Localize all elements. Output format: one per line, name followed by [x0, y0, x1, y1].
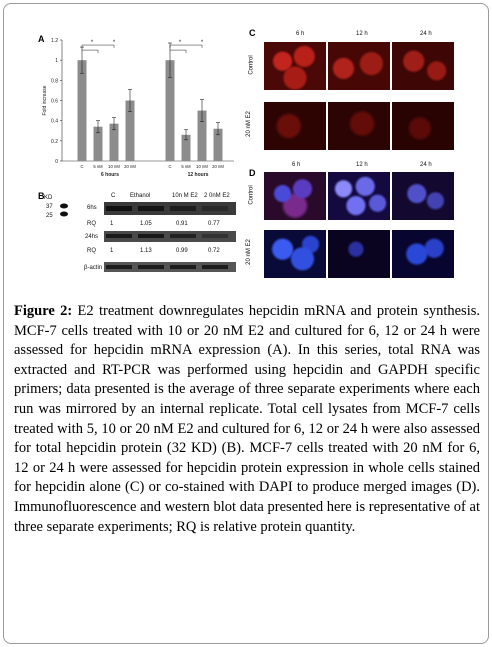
blot-band — [138, 234, 164, 238]
merged-image — [264, 230, 326, 278]
panel-c-time-6h: 6 h — [296, 31, 305, 37]
y-tick-label: 0.6 — [51, 98, 58, 105]
rq-6hs-c: 1 — [110, 221, 114, 227]
rq-24hs-20nm: 0.72 — [208, 248, 220, 254]
ladder-band-37 — [60, 204, 68, 209]
y-tick-label: 1.2 — [51, 38, 58, 44]
panel-d-time-24h: 24 h — [420, 162, 432, 168]
x-tick-label: 20 nM — [212, 164, 224, 169]
rq-24hs-c: 1 — [110, 248, 114, 254]
x-tick-label: C — [80, 164, 84, 169]
rq-24hs-10nm: 0.99 — [176, 248, 188, 254]
bar — [78, 60, 87, 161]
x-tick-label: C — [168, 164, 172, 169]
merged-image — [264, 172, 326, 220]
blot-band — [170, 206, 196, 211]
figure-caption — [14, 302, 480, 537]
rq-6hs-20nm: 0.77 — [208, 221, 220, 227]
sig-mark: * — [90, 40, 94, 47]
x-tick-label: 5 nM — [93, 164, 103, 169]
blot-band — [106, 265, 132, 269]
if-image — [264, 102, 326, 150]
merged-image — [392, 230, 454, 278]
panel-a-letter: A — [38, 34, 45, 44]
if-image — [392, 42, 454, 90]
y-axis-label: Fold increase — [42, 85, 48, 116]
panel-d-row-control: Control — [248, 185, 255, 205]
panel-d-letter: D — [249, 168, 256, 178]
col-ethanol: Ethanol — [130, 193, 151, 199]
beta-actin-label: β-actin — [84, 265, 103, 271]
x-tick-label: 5 nM — [181, 164, 191, 169]
panel-c-letter: C — [249, 28, 256, 38]
panel-c-row-20nm-e2: 20 nM E2 — [245, 111, 252, 137]
panel-a-bar-chart — [40, 28, 240, 183]
merged-image — [328, 172, 390, 220]
if-image — [392, 102, 454, 150]
caption-text: E2 treatment downregulates hepcidin mRNA and protein synthesis. MCF-7 cells treated with 10 or 20 nM E2 and cultured for 6, 12 or 24 h were assessed for hepcidin mRNA expression (A). In this series, total RNA was extracted and RT-PCR was performed using hepcidin and GAPDH specific primers; data presented is the average of three separate experiments where each run was mirrored by an internal replicate. Total cell lysates from MCF-7 cells treated with 5, 10 or 20 nM E2 and cultured for 6, 12 or 24 h were also assessed for total hepcidin protein (32 KD) (B). MCF-7 cells treated with 20 nM for 6, 12 or 24 h were assessed for hepcidin protein expression in whole cells stained for hepcidin alone (C) or co-stained with DAPI to produce merged images (D). Immunofluorescence and western blot data presented here is representative of at three separate experiments; RQ is relative protein quantity. — [14, 303, 481, 535]
sig-mark: * — [112, 40, 116, 47]
sig-mark: * — [200, 40, 204, 47]
x-tick-label: 10 nM — [196, 164, 208, 169]
col-10nm-e2: 10n M E2 — [172, 193, 198, 199]
panel-d-row-20nm-e2: 20 nM E2 — [245, 239, 252, 265]
rq-24hs-ethanol: 1.13 — [140, 248, 152, 254]
group-label: 12 hours — [187, 172, 209, 178]
merged-image — [392, 172, 454, 220]
y-tick-label: 0.8 — [51, 78, 58, 85]
panel-b-letter: B — [38, 191, 45, 201]
blot-band — [202, 234, 228, 238]
sig-mark: * — [178, 40, 182, 47]
if-image — [328, 42, 390, 90]
row-24hs-label: 24hs — [85, 234, 99, 240]
row-6hs-label: 6hs — [87, 205, 97, 211]
y-tick-label: 0 — [55, 159, 58, 165]
merged-image — [328, 230, 390, 278]
blot-band — [106, 206, 132, 211]
y-tick-label: 0.4 — [51, 118, 58, 125]
blot-band — [170, 265, 196, 269]
if-image — [328, 102, 390, 150]
blot-band — [106, 234, 132, 238]
col-20nm-e2: 2 0nM E2 — [204, 193, 230, 199]
group-label: 6 hours — [100, 172, 120, 178]
blot-band — [202, 206, 228, 211]
panel-d-time-6h: 6 h — [292, 162, 301, 168]
col-c: C — [111, 193, 116, 199]
panel-c-time-24h: 24 h — [420, 31, 432, 37]
kd-label: KD — [44, 195, 53, 201]
kd-marker-37: 37 — [46, 204, 53, 210]
x-tick-label: 10 nM — [108, 164, 120, 169]
panel-c-time-12h: 12 h — [356, 31, 368, 37]
rq-6hs-ethanol: 1.05 — [140, 221, 152, 227]
panel-c-row-control: Control — [248, 55, 255, 75]
if-image — [264, 42, 326, 90]
blot-band — [170, 234, 196, 238]
blot-band — [202, 265, 228, 269]
kd-marker-25: 25 — [46, 213, 53, 219]
y-tick-label: 1 — [55, 58, 58, 65]
ladder-band-25 — [60, 212, 68, 217]
rq-6hs-10nm: 0.91 — [176, 221, 188, 227]
blot-band — [138, 265, 164, 269]
blot-band — [138, 206, 164, 211]
x-tick-label: 20 nM — [124, 164, 136, 169]
panel-d-time-12h: 12 h — [356, 162, 368, 168]
panel-b-western-blot — [40, 186, 240, 278]
rq-label-6hs: RQ — [87, 221, 96, 227]
caption-label: Figure 2: — [14, 303, 73, 319]
y-tick-label: 0.2 — [51, 138, 58, 145]
rq-label-24hs: RQ — [87, 248, 96, 254]
